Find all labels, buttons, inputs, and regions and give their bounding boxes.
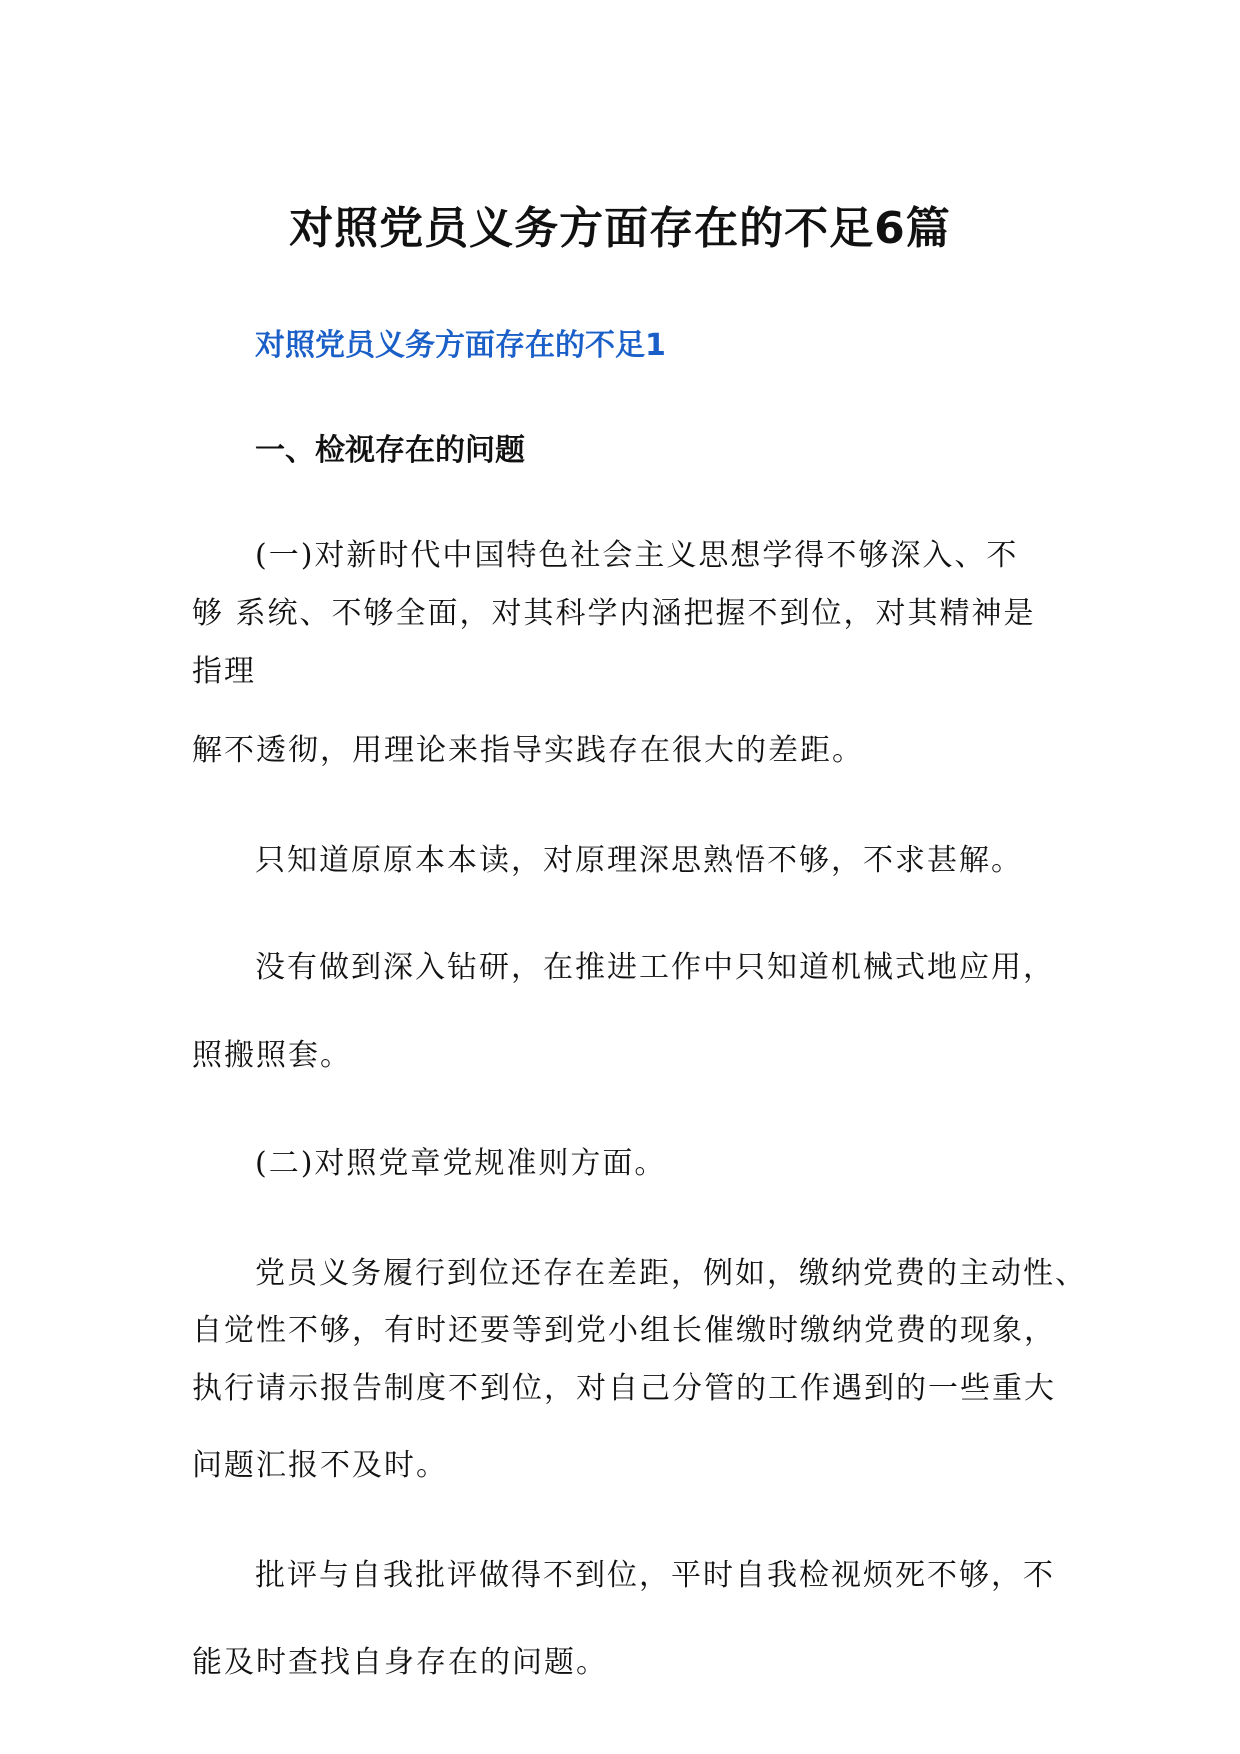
paragraph-line: 批评与自我批评做得不到位，平时自我检视烦死不够，不	[255, 1558, 1055, 1593]
paragraph-line: 没有做到深入钻研，在推进工作中只知道机械式地应用，	[255, 950, 1055, 985]
section-heading: 一、检视存在的问题	[255, 433, 525, 468]
paragraph-line: (二)对照党章党规准则方面。	[255, 1146, 667, 1181]
section-subtitle: 对照党员义务方面存在的不足1	[255, 328, 666, 363]
paragraph-line: (一)对新时代中国特色社会主义思想学得不够深入、不	[255, 538, 1019, 573]
paragraph-line: 只知道原原本本读，对原理深思熟悟不够，不求甚解。	[255, 843, 1023, 878]
paragraph-line: 指理	[192, 654, 256, 689]
paragraph-line: 能及时查找自身存在的问题。	[192, 1645, 608, 1680]
paragraph-line: 党员义务履行到位还存在差距，例如，缴纳党费的主动性、	[255, 1256, 1087, 1291]
paragraph-line: 够 系统、不够全面，对其科学内涵把握不到位，对其精神是	[192, 596, 1036, 631]
document-title: 对照党员义务方面存在的不足6篇	[289, 203, 951, 254]
paragraph-line: 照搬照套。	[192, 1038, 352, 1073]
paragraph-line: 自觉性不够，有时还要等到党小组长催缴时缴纳党费的现象，	[192, 1313, 1056, 1348]
paragraph-line: 问题汇报不及时。	[192, 1448, 448, 1483]
paragraph-line: 解不透彻，用理论来指导实践存在很大的差距。	[192, 733, 864, 768]
paragraph-line: 执行请示报告制度不到位，对自己分管的工作遇到的一些重大	[192, 1371, 1056, 1406]
